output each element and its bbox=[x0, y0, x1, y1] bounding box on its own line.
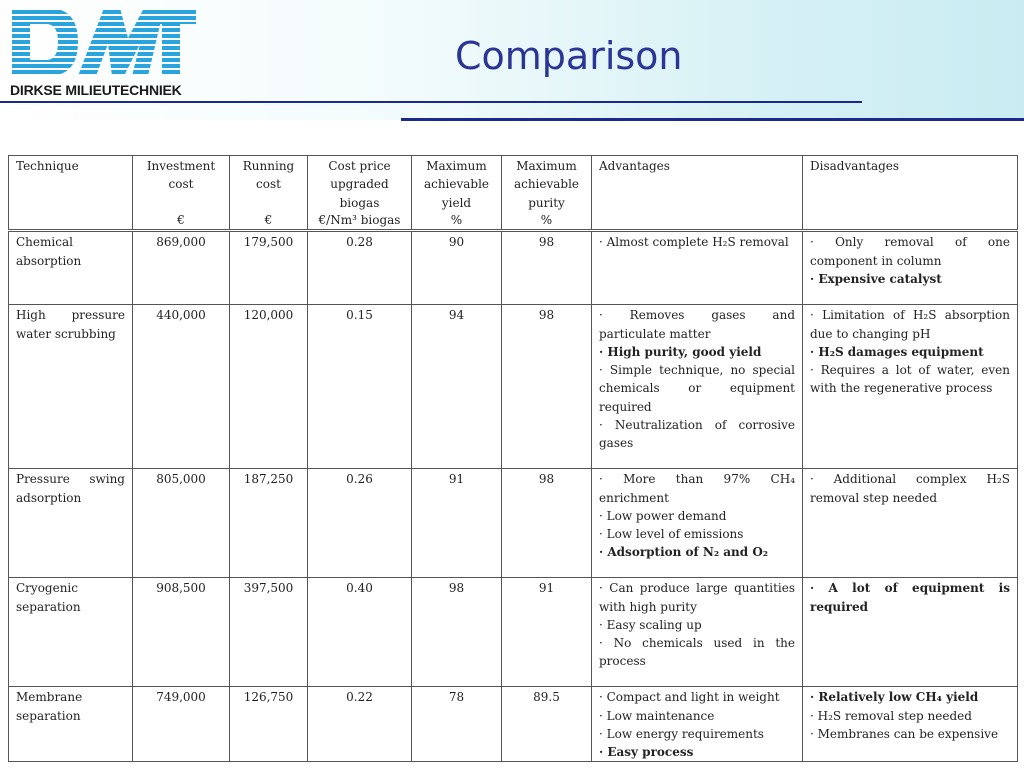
cell-advantages bbox=[592, 578, 803, 687]
cell-disadvantages bbox=[803, 231, 1018, 305]
header-advantages: Advantages bbox=[592, 156, 803, 231]
cell-purity: 98 bbox=[502, 469, 592, 578]
list-item: · High purity, good yield bbox=[599, 344, 762, 359]
table-row bbox=[9, 469, 1018, 578]
cell-purity: 91 bbox=[502, 578, 592, 687]
cell-disadvantages bbox=[803, 578, 1018, 687]
cell-disadvantages bbox=[803, 469, 1018, 578]
cell-investment: 869,000 bbox=[133, 231, 230, 305]
cell-yield: 78 bbox=[412, 687, 502, 762]
cell-advantages bbox=[592, 231, 803, 305]
cell-investment: 440,000 bbox=[133, 305, 230, 469]
list-item: · Adsorption of N₂ and O₂ bbox=[599, 545, 769, 560]
cell-cost-price: 0.40 bbox=[308, 578, 412, 687]
header-purity: Maximum achievable purity % bbox=[502, 156, 592, 231]
cell-cost-price: 0.28 bbox=[308, 231, 412, 305]
list-item: · Simple technique, no special chemicals or equipment required bbox=[599, 363, 795, 414]
cell-technique: Chemical absorption bbox=[9, 231, 133, 305]
cell-purity: 89.5 bbox=[502, 687, 592, 762]
header-investment: Investment cost € bbox=[133, 156, 230, 231]
header-disadvantages: Disadvantages bbox=[803, 156, 1018, 231]
cell-disadvantages bbox=[803, 687, 1018, 762]
cell-technique: Cryogenic separation bbox=[9, 578, 133, 687]
header-yield: Maximum achievable yield % bbox=[412, 156, 502, 231]
cell-disadvantages bbox=[803, 305, 1018, 469]
comparison-table bbox=[8, 155, 1018, 762]
list-item: · Easy process bbox=[599, 745, 694, 760]
cell-running: 187,250 bbox=[230, 469, 308, 578]
cell-investment: 749,000 bbox=[133, 687, 230, 762]
header-rule-secondary bbox=[401, 118, 1024, 121]
cell-running: 397,500 bbox=[230, 578, 308, 687]
page-title: Comparison bbox=[455, 34, 683, 78]
list-item: · H₂S removal step needed bbox=[810, 708, 972, 723]
list-item: · H₂S damages equipment bbox=[810, 344, 984, 359]
list-item: · Compact and light in weight bbox=[599, 690, 780, 705]
header-cost-price: Cost price upgraded biogas €/Nm³ biogas bbox=[308, 156, 412, 231]
list-item: · Low maintenance bbox=[599, 708, 715, 723]
cell-cost-price: 0.15 bbox=[308, 305, 412, 469]
table-row bbox=[9, 687, 1018, 762]
header-technique: Technique bbox=[9, 156, 133, 231]
header-rule bbox=[0, 101, 862, 103]
list-item: · Removes gases and particulate matter bbox=[599, 308, 795, 341]
list-item: · Limitation of H₂S absorption due to changing pH bbox=[810, 308, 1010, 341]
cell-advantages bbox=[592, 469, 803, 578]
cell-technique: Membrane separation bbox=[9, 687, 133, 762]
list-item: · Requires a lot of water, even with the regenerative process bbox=[810, 363, 1010, 396]
list-item: · Low power demand bbox=[599, 508, 727, 523]
cell-yield: 98 bbox=[412, 578, 502, 687]
cell-running: 120,000 bbox=[230, 305, 308, 469]
list-item: · A lot of equipment is required bbox=[810, 581, 1010, 614]
list-item: · Additional complex H₂S removal step needed bbox=[810, 472, 1010, 505]
cell-technique: High pressure water scrubbing bbox=[9, 305, 133, 469]
cell-running: 126,750 bbox=[230, 687, 308, 762]
list-item: · Easy scaling up bbox=[599, 617, 702, 632]
table-row bbox=[9, 231, 1018, 305]
list-item: · Membranes can be expensive bbox=[810, 726, 999, 741]
list-item: · No chemicals used in the process bbox=[599, 636, 795, 669]
cell-purity: 98 bbox=[502, 305, 592, 469]
list-item: · Low level of emissions bbox=[599, 527, 744, 542]
cell-cost-price: 0.22 bbox=[308, 687, 412, 762]
list-item: · More than 97% CH₄ enrichment bbox=[599, 472, 795, 505]
list-item: · Low energy requirements bbox=[599, 726, 764, 741]
cell-yield: 90 bbox=[412, 231, 502, 305]
cell-yield: 94 bbox=[412, 305, 502, 469]
cell-running: 179,500 bbox=[230, 231, 308, 305]
table-header-row bbox=[9, 156, 1018, 231]
header-running: Running cost € bbox=[230, 156, 308, 231]
list-item: · Relatively low CH₄ yield bbox=[810, 690, 979, 705]
list-item: · Expensive catalyst bbox=[810, 271, 942, 286]
cell-technique: Pressure swing adsorption bbox=[9, 469, 133, 578]
cell-yield: 91 bbox=[412, 469, 502, 578]
list-item: · Neutralization of corrosive gases bbox=[599, 418, 795, 451]
cell-investment: 908,500 bbox=[133, 578, 230, 687]
cell-investment: 805,000 bbox=[133, 469, 230, 578]
list-item: · Can produce large quantities with high purity bbox=[599, 581, 795, 614]
logo-text: DIRKSE MILIEUTECHNIEK bbox=[10, 82, 182, 98]
cell-advantages bbox=[592, 305, 803, 469]
cell-advantages bbox=[592, 687, 803, 762]
cell-cost-price: 0.26 bbox=[308, 469, 412, 578]
list-item: · Almost complete H₂S removal bbox=[599, 235, 789, 250]
list-item: · Only removal of one component in column bbox=[810, 235, 1010, 268]
table-row bbox=[9, 305, 1018, 469]
table-row bbox=[9, 578, 1018, 687]
cell-purity: 98 bbox=[502, 231, 592, 305]
